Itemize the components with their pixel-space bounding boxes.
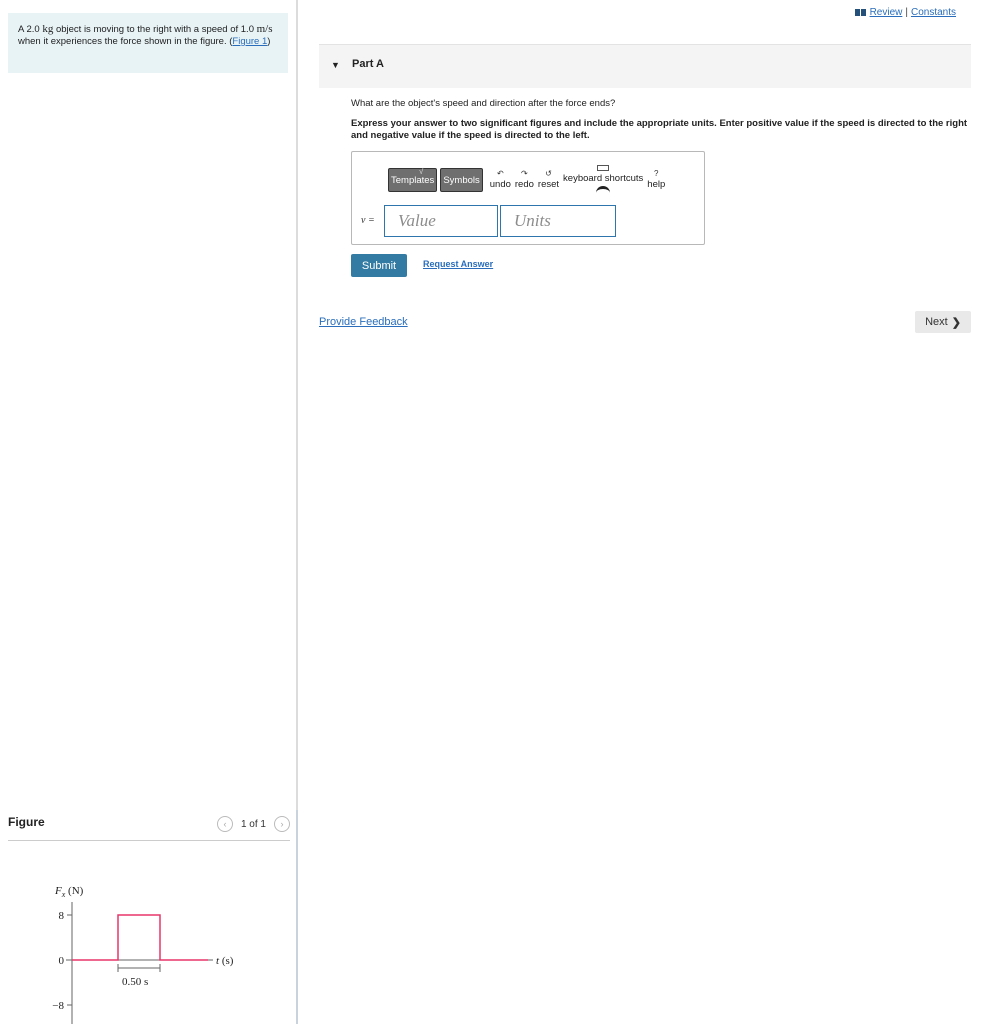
unit-mps: m/s bbox=[256, 23, 273, 35]
y-axis-unit: (N) bbox=[65, 885, 84, 897]
answer-box bbox=[351, 151, 705, 245]
next-label: Next bbox=[925, 316, 948, 328]
caret-down-icon[interactable]: ▼ bbox=[331, 60, 340, 70]
force-pulse bbox=[72, 915, 208, 960]
math-toolbar bbox=[388, 165, 665, 195]
keyboard-shortcuts-button[interactable]: keyboard shortcuts bbox=[563, 165, 643, 195]
question-text: What are the object's speed and direction after the force ends? bbox=[351, 98, 616, 109]
part-header[interactable] bbox=[319, 44, 971, 88]
figure-title: Figure bbox=[8, 815, 45, 829]
review-link[interactable]: Review bbox=[869, 7, 903, 18]
templates-button[interactable]: √ Templates bbox=[388, 168, 437, 192]
force-time-graph bbox=[8, 868, 258, 1024]
figure-link[interactable]: Figure 1 bbox=[232, 36, 268, 47]
templates-icon: √ bbox=[419, 167, 424, 176]
left-column bbox=[0, 0, 296, 1024]
unit-kg: kg bbox=[42, 23, 54, 35]
next-button[interactable] bbox=[915, 311, 971, 333]
submit-button[interactable]: Submit bbox=[351, 254, 407, 277]
pager-count: 1 of 1 bbox=[240, 818, 266, 830]
arc-icon bbox=[596, 186, 610, 195]
keyboard-icon bbox=[597, 165, 609, 171]
constants-link[interactable]: Constants bbox=[910, 7, 956, 18]
value-input[interactable]: Value bbox=[384, 205, 498, 237]
units-input[interactable]: Units bbox=[500, 205, 616, 237]
top-links bbox=[855, 7, 956, 18]
force-pulse-line bbox=[72, 915, 208, 960]
interval-label: 0.50 s bbox=[122, 976, 149, 988]
chevron-right-icon: ❯ bbox=[951, 316, 961, 329]
redo-button[interactable]: ↷ redo bbox=[514, 169, 534, 190]
part-title: Part A bbox=[352, 58, 384, 70]
provide-feedback-link[interactable]: Provide Feedback bbox=[319, 316, 408, 328]
undo-icon: ↶ bbox=[496, 169, 504, 178]
symbols-button[interactable]: Symbols bbox=[440, 168, 482, 192]
variable-label: v = bbox=[361, 215, 375, 226]
y-tick-label: −8 bbox=[52, 1000, 64, 1012]
book-icon bbox=[855, 9, 866, 16]
help-button[interactable]: ? help bbox=[647, 169, 666, 190]
y-ticks bbox=[52, 910, 72, 1012]
instructions-text: Express your answer to two significant figures and include the appropriate units. Enter positive value if the speed is directed to the right and negative value if the speed is directed to the left. bbox=[351, 118, 968, 141]
column-divider-accent bbox=[296, 810, 298, 1024]
problem-statement: A 2.0 kg object is moving to the right with a speed of 1.0 m/s when it experiences the force shown in the figure. (Figure 1) bbox=[8, 13, 288, 73]
chevron-left-icon[interactable]: ‹ bbox=[217, 816, 233, 832]
reset-button[interactable]: ↺ reset bbox=[537, 169, 560, 190]
y-tick-label: 8 bbox=[58, 910, 64, 922]
link-separator: | bbox=[905, 7, 908, 18]
undo-button[interactable]: ↶ undo bbox=[489, 169, 511, 190]
y-tick-label: 0 bbox=[58, 955, 64, 967]
figure-header bbox=[8, 814, 290, 841]
reset-icon: ↺ bbox=[545, 169, 552, 178]
help-icon: ? bbox=[654, 169, 659, 178]
redo-icon: ↷ bbox=[521, 169, 528, 178]
y-axis-label: $F_x$ (N) bbox=[55, 885, 84, 899]
chevron-right-icon[interactable]: › bbox=[274, 816, 290, 832]
request-answer-link[interactable]: Request Answer bbox=[423, 259, 494, 269]
figure-pager bbox=[217, 816, 290, 832]
x-axis-label: t (s) bbox=[216, 955, 234, 967]
